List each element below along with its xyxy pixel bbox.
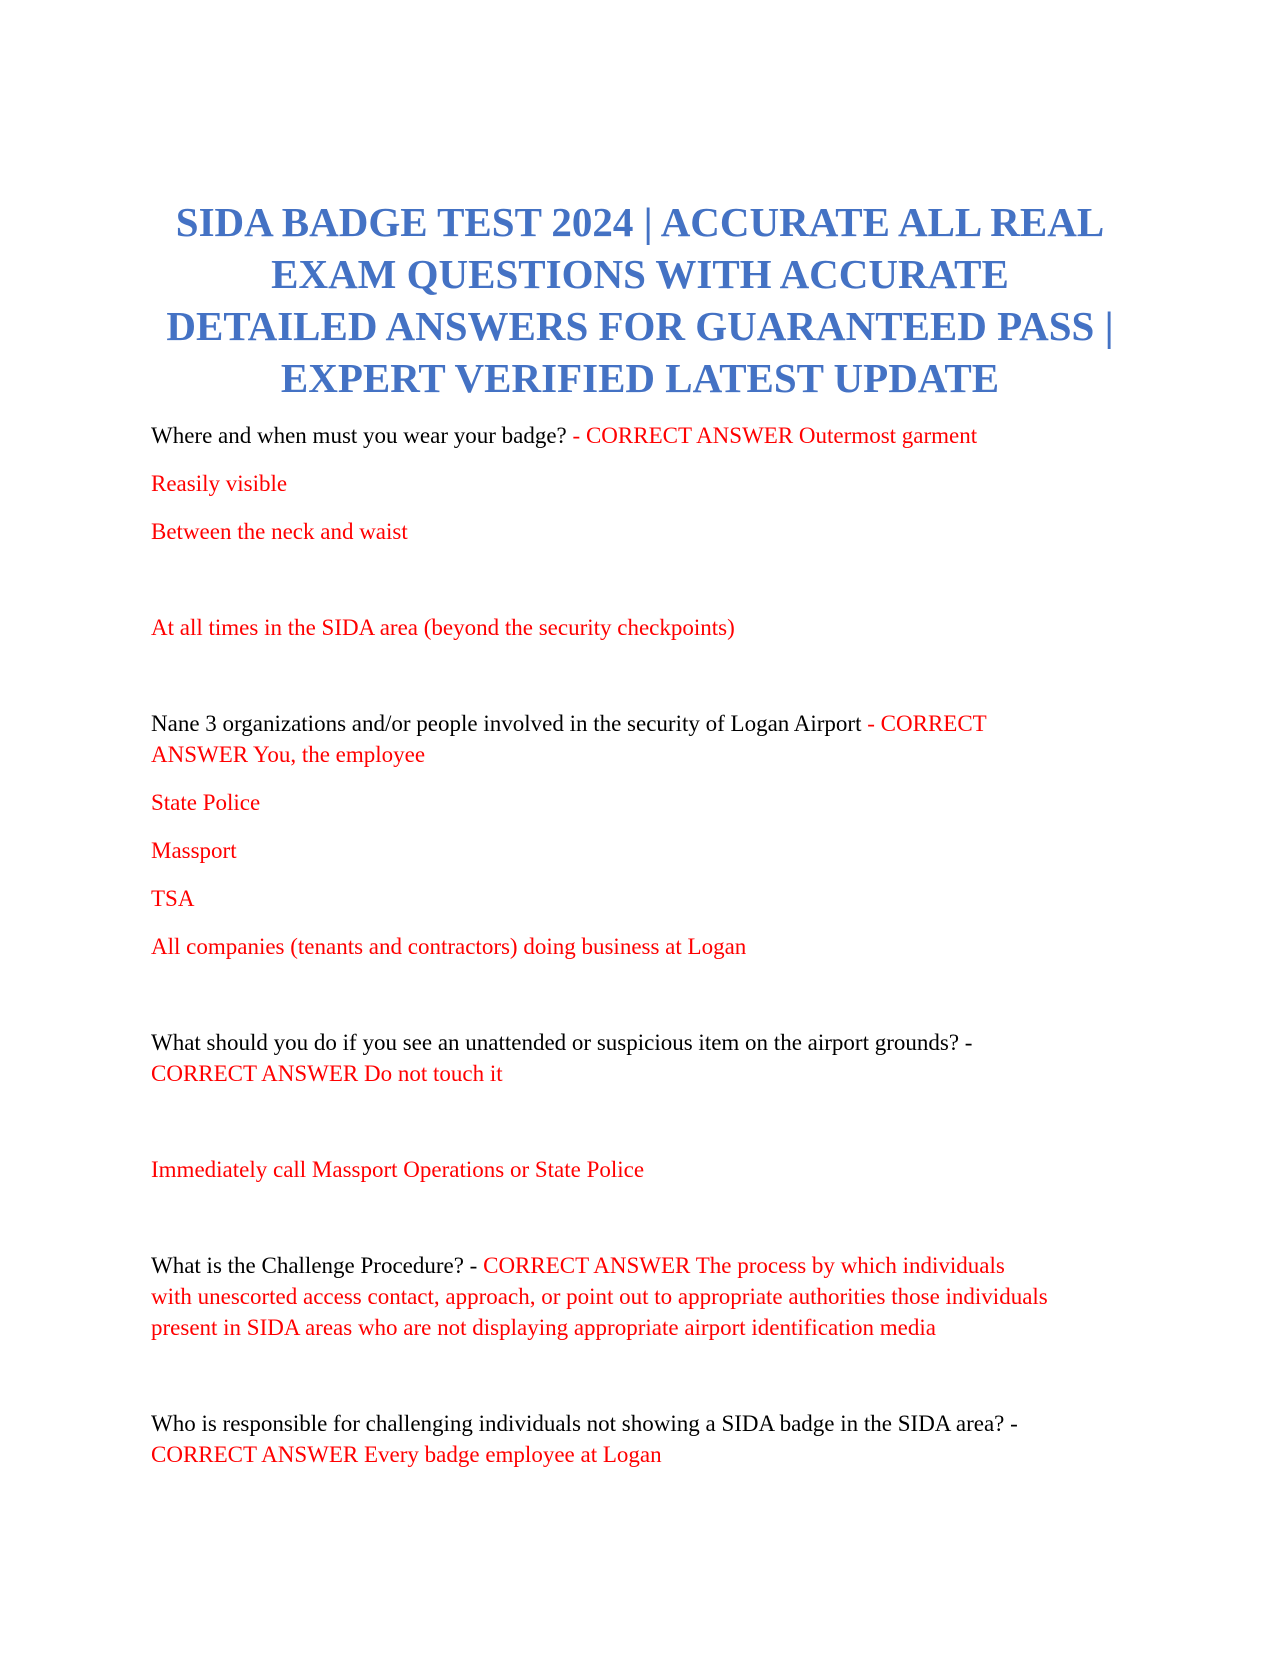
question-5: Who is responsible for challenging individuals not showing a SIDA badge in the SIDA area? - (151, 1411, 1018, 1436)
answer-1-line: Between the neck and waist (151, 519, 408, 544)
answer-1-line: At all times in the SIDA area (beyond the security checkpoints) (151, 615, 735, 640)
question-1-dash: - (572, 423, 586, 448)
answer-2-label: CORRECT (880, 711, 987, 736)
question-3: What should you do if you see an unattended or suspicious item on the airport grounds? - (151, 1030, 973, 1055)
question-2 (151, 708, 1141, 739)
answer-4-line: present in SIDA areas who are not displaying appropriate airport identification media (151, 1315, 936, 1340)
title-line-3: DETAILED ANSWERS FOR GUARANTEED PASS | (166, 303, 1114, 349)
answer-3-label: CORRECT ANSWER Do not touch it (151, 1061, 503, 1086)
answer-2-line: Massport (151, 838, 237, 863)
title-line-1: SIDA BADGE TEST 2024 | ACCURATE ALL REAL (175, 199, 1105, 245)
question-2-text: Nane 3 organizations and/or people involved in the security of Logan Airport (151, 711, 868, 736)
answer-2-line: TSA (151, 886, 195, 911)
title-line-2: EXAM QUESTIONS WITH ACCURATE (271, 251, 1009, 297)
question-4-text: What is the Challenge Procedure? - (151, 1253, 484, 1278)
answer-5-label: CORRECT ANSWER Every badge employee at Logan (151, 1442, 662, 1467)
answer-2-line: State Police (151, 790, 261, 815)
answer-2-line: All companies (tenants and contractors) doing business at Logan (151, 934, 747, 959)
question-4 (151, 1250, 1141, 1281)
document-title (140, 196, 1140, 404)
answer-3-line: Immediately call Massport Operations or State Police (151, 1157, 645, 1182)
answer-1-line: Reasily visible (151, 471, 288, 496)
question-2-dash: - (867, 711, 881, 736)
answer-4-label: CORRECT ANSWER The process by which individuals (483, 1253, 1005, 1278)
answer-2-label-continued: ANSWER You, the employee (151, 742, 426, 767)
title-line-4: EXPERT VERIFIED LATEST UPDATE (280, 355, 1000, 401)
question-1-text: Where and when must you wear your badge? (151, 423, 573, 448)
answer-4-line: with unescorted access contact, approach, or point out to appropriate authorities those individuals (151, 1284, 1048, 1309)
answer-1-label: CORRECT ANSWER Outermost garment (585, 423, 978, 448)
question-1 (151, 420, 1141, 451)
